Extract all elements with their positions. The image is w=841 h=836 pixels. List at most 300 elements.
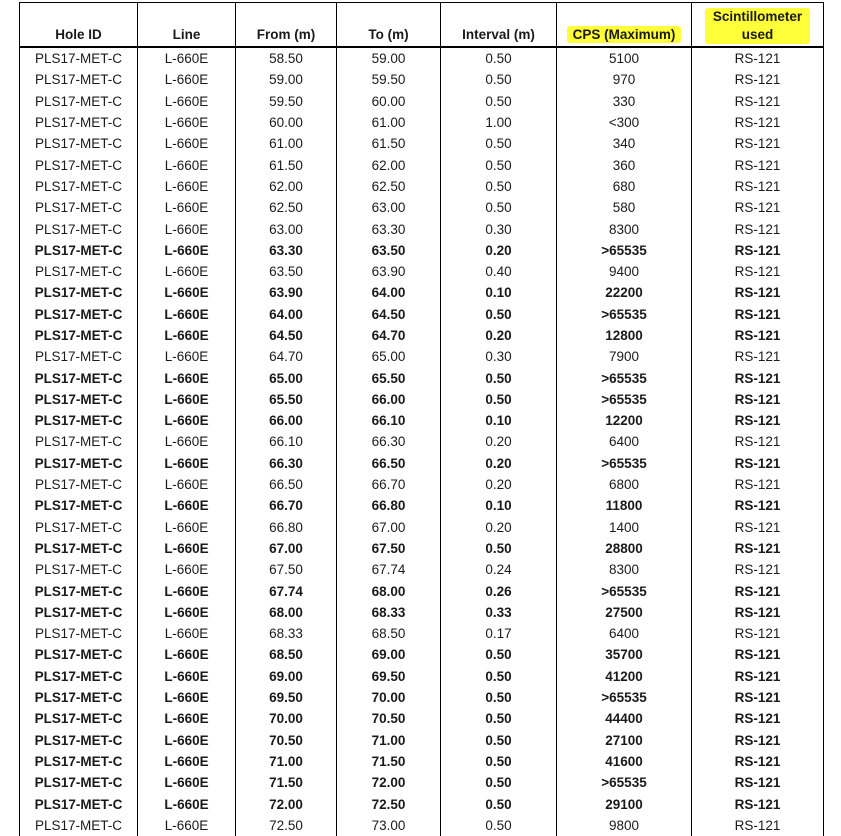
table-row [20, 133, 824, 154]
cell-from: 68.33 [236, 623, 337, 644]
cell-from: 66.80 [236, 517, 337, 538]
cell-cps: 11800 [557, 495, 692, 516]
cell-from: 64.00 [236, 304, 337, 325]
header-interval: Interval (m) [441, 3, 557, 48]
cell-scintillometer: RS-121 [692, 133, 824, 154]
cell-from: 63.50 [236, 261, 337, 282]
cell-interval: 0.50 [441, 793, 557, 814]
table-row [20, 644, 824, 665]
cell-to: 61.50 [337, 133, 441, 154]
cell-to: 67.50 [337, 538, 441, 559]
cell-scintillometer: RS-121 [692, 495, 824, 516]
cell-interval: 0.10 [441, 410, 557, 431]
cell-from: 58.50 [236, 47, 337, 69]
cell-hole-id: PLS17-MET-C [20, 772, 138, 793]
cell-cps: 7900 [557, 346, 692, 367]
header-row [20, 3, 824, 48]
cell-line: L-660E [138, 453, 236, 474]
cell-interval: 0.30 [441, 218, 557, 239]
cell-interval: 0.50 [441, 389, 557, 410]
cell-from: 61.50 [236, 154, 337, 175]
cell-line: L-660E [138, 197, 236, 218]
cell-hole-id: PLS17-MET-C [20, 453, 138, 474]
cell-to: 63.50 [337, 240, 441, 261]
cell-cps: 28800 [557, 538, 692, 559]
cell-line: L-660E [138, 69, 236, 90]
cell-scintillometer: RS-121 [692, 793, 824, 814]
cell-line: L-660E [138, 112, 236, 133]
cell-from: 67.00 [236, 538, 337, 559]
table-row [20, 580, 824, 601]
header-line: Line [138, 3, 236, 48]
cell-from: 68.00 [236, 602, 337, 623]
cell-from: 66.30 [236, 453, 337, 474]
table-row [20, 687, 824, 708]
cell-interval: 0.50 [441, 133, 557, 154]
cell-hole-id: PLS17-MET-C [20, 687, 138, 708]
cell-cps: 5100 [557, 47, 692, 69]
cell-interval: 0.20 [441, 453, 557, 474]
cell-scintillometer: RS-121 [692, 240, 824, 261]
cell-from: 66.10 [236, 431, 337, 452]
cell-hole-id: PLS17-MET-C [20, 623, 138, 644]
cell-to: 65.00 [337, 346, 441, 367]
cell-scintillometer: RS-121 [692, 389, 824, 410]
table-row [20, 453, 824, 474]
cell-from: 71.50 [236, 772, 337, 793]
cell-line: L-660E [138, 730, 236, 751]
cell-to: 66.50 [337, 453, 441, 474]
cell-scintillometer: RS-121 [692, 815, 824, 836]
scintillometer-word: Scintillometer [712, 9, 803, 24]
header-scintillometer-used [692, 3, 824, 48]
cell-line: L-660E [138, 133, 236, 154]
cell-line: L-660E [138, 282, 236, 303]
cell-interval: 0.30 [441, 346, 557, 367]
cell-cps: <300 [557, 112, 692, 133]
cell-line: L-660E [138, 793, 236, 814]
header-from: From (m) [236, 3, 337, 48]
cell-scintillometer: RS-121 [692, 410, 824, 431]
header-cps-maximum [557, 3, 692, 48]
cell-hole-id: PLS17-MET-C [20, 793, 138, 814]
cell-from: 69.50 [236, 687, 337, 708]
cell-scintillometer: RS-121 [692, 730, 824, 751]
cell-hole-id: PLS17-MET-C [20, 304, 138, 325]
cell-scintillometer: RS-121 [692, 708, 824, 729]
cell-hole-id: PLS17-MET-C [20, 133, 138, 154]
cell-line: L-660E [138, 389, 236, 410]
cell-scintillometer: RS-121 [692, 559, 824, 580]
cell-interval: 0.50 [441, 47, 557, 69]
cell-to: 60.00 [337, 91, 441, 112]
cell-line: L-660E [138, 495, 236, 516]
table-row [20, 367, 824, 388]
table-row [20, 91, 824, 112]
cell-from: 62.50 [236, 197, 337, 218]
table-header [20, 3, 824, 48]
cell-to: 68.33 [337, 602, 441, 623]
cell-from: 66.00 [236, 410, 337, 431]
cell-to: 63.00 [337, 197, 441, 218]
table-row [20, 751, 824, 772]
cell-to: 70.00 [337, 687, 441, 708]
cell-hole-id: PLS17-MET-C [20, 644, 138, 665]
cell-scintillometer: RS-121 [692, 602, 824, 623]
table-row [20, 410, 824, 431]
cell-interval: 0.50 [441, 91, 557, 112]
cell-interval: 0.17 [441, 623, 557, 644]
cell-scintillometer: RS-121 [692, 282, 824, 303]
cell-hole-id: PLS17-MET-C [20, 325, 138, 346]
cell-line: L-660E [138, 517, 236, 538]
cell-to: 69.00 [337, 644, 441, 665]
cell-to: 69.50 [337, 666, 441, 687]
cell-cps: 1400 [557, 517, 692, 538]
cell-interval: 0.20 [441, 517, 557, 538]
cell-scintillometer: RS-121 [692, 644, 824, 665]
table-row [20, 559, 824, 580]
cell-hole-id: PLS17-MET-C [20, 431, 138, 452]
cell-hole-id: PLS17-MET-C [20, 261, 138, 282]
cell-to: 71.50 [337, 751, 441, 772]
cell-hole-id: PLS17-MET-C [20, 602, 138, 623]
cell-hole-id: PLS17-MET-C [20, 474, 138, 495]
cell-scintillometer: RS-121 [692, 580, 824, 601]
cell-hole-id: PLS17-MET-C [20, 240, 138, 261]
cell-from: 67.74 [236, 580, 337, 601]
cell-interval: 0.24 [441, 559, 557, 580]
cell-to: 72.00 [337, 772, 441, 793]
cell-scintillometer: RS-121 [692, 69, 824, 90]
cell-line: L-660E [138, 367, 236, 388]
cell-interval: 0.50 [441, 176, 557, 197]
cell-from: 63.00 [236, 218, 337, 239]
cell-to: 65.50 [337, 367, 441, 388]
cell-hole-id: PLS17-MET-C [20, 176, 138, 197]
cell-cps: >65535 [557, 389, 692, 410]
cell-from: 72.50 [236, 815, 337, 836]
cell-line: L-660E [138, 772, 236, 793]
cell-from: 63.30 [236, 240, 337, 261]
cell-cps: 6800 [557, 474, 692, 495]
cell-cps: >65535 [557, 453, 692, 474]
cell-cps: 35700 [557, 644, 692, 665]
cell-hole-id: PLS17-MET-C [20, 112, 138, 133]
cell-to: 64.00 [337, 282, 441, 303]
cell-cps: >65535 [557, 367, 692, 388]
cell-cps: 330 [557, 91, 692, 112]
cell-hole-id: PLS17-MET-C [20, 197, 138, 218]
cell-cps: 29100 [557, 793, 692, 814]
cell-cps: >65535 [557, 304, 692, 325]
cell-cps: 580 [557, 197, 692, 218]
cell-line: L-660E [138, 538, 236, 559]
cell-from: 65.00 [236, 367, 337, 388]
highlighted-cps-label: CPS (Maximum) [567, 26, 682, 43]
cell-hole-id: PLS17-MET-C [20, 389, 138, 410]
cell-line: L-660E [138, 666, 236, 687]
cell-line: L-660E [138, 708, 236, 729]
cell-line: L-660E [138, 261, 236, 282]
highlighted-scintillometer-label [705, 8, 810, 44]
cell-from: 69.00 [236, 666, 337, 687]
table-row [20, 772, 824, 793]
cell-hole-id: PLS17-MET-C [20, 666, 138, 687]
header-to: To (m) [337, 3, 441, 48]
table-row [20, 112, 824, 133]
cell-cps: >65535 [557, 580, 692, 601]
cell-to: 59.50 [337, 69, 441, 90]
cell-interval: 0.50 [441, 304, 557, 325]
table-row [20, 666, 824, 687]
cell-cps: 27100 [557, 730, 692, 751]
cell-scintillometer: RS-121 [692, 772, 824, 793]
cell-interval: 0.50 [441, 772, 557, 793]
cell-line: L-660E [138, 154, 236, 175]
cell-line: L-660E [138, 644, 236, 665]
cell-cps: >65535 [557, 772, 692, 793]
cell-to: 63.90 [337, 261, 441, 282]
cell-cps: 6400 [557, 431, 692, 452]
table-row [20, 197, 824, 218]
cell-to: 66.30 [337, 431, 441, 452]
cell-hole-id: PLS17-MET-C [20, 367, 138, 388]
cell-cps: 680 [557, 176, 692, 197]
cell-from: 64.70 [236, 346, 337, 367]
cell-cps: >65535 [557, 240, 692, 261]
cell-from: 71.00 [236, 751, 337, 772]
cell-line: L-660E [138, 176, 236, 197]
cell-to: 63.30 [337, 218, 441, 239]
cell-interval: 0.10 [441, 495, 557, 516]
cell-hole-id: PLS17-MET-C [20, 538, 138, 559]
cell-line: L-660E [138, 580, 236, 601]
cell-cps: 27500 [557, 602, 692, 623]
cell-to: 73.00 [337, 815, 441, 836]
cell-scintillometer: RS-121 [692, 218, 824, 239]
cell-line: L-660E [138, 240, 236, 261]
cell-cps: 8300 [557, 559, 692, 580]
cell-scintillometer: RS-121 [692, 197, 824, 218]
cell-from: 67.50 [236, 559, 337, 580]
cell-scintillometer: RS-121 [692, 666, 824, 687]
cell-cps: 12800 [557, 325, 692, 346]
cell-scintillometer: RS-121 [692, 47, 824, 69]
cell-scintillometer: RS-121 [692, 304, 824, 325]
table-row [20, 815, 824, 836]
cell-to: 68.00 [337, 580, 441, 601]
used-word: used [741, 27, 774, 42]
cell-line: L-660E [138, 623, 236, 644]
table-row [20, 517, 824, 538]
cell-to: 64.70 [337, 325, 441, 346]
cell-hole-id: PLS17-MET-C [20, 218, 138, 239]
cell-scintillometer: RS-121 [692, 431, 824, 452]
cell-scintillometer: RS-121 [692, 176, 824, 197]
cell-to: 62.50 [337, 176, 441, 197]
cell-scintillometer: RS-121 [692, 538, 824, 559]
cell-cps: 44400 [557, 708, 692, 729]
cell-line: L-660E [138, 410, 236, 431]
cell-from: 63.90 [236, 282, 337, 303]
cell-scintillometer: RS-121 [692, 91, 824, 112]
table-row [20, 495, 824, 516]
cell-scintillometer: RS-121 [692, 346, 824, 367]
cell-cps: 6400 [557, 623, 692, 644]
cell-interval: 0.33 [441, 602, 557, 623]
cell-to: 66.70 [337, 474, 441, 495]
cell-line: L-660E [138, 815, 236, 836]
cell-line: L-660E [138, 751, 236, 772]
cell-hole-id: PLS17-MET-C [20, 580, 138, 601]
cell-to: 59.00 [337, 47, 441, 69]
cell-interval: 0.20 [441, 431, 557, 452]
assay-table-container [19, 2, 823, 836]
table-row [20, 282, 824, 303]
cell-from: 68.50 [236, 644, 337, 665]
table-row [20, 346, 824, 367]
cell-from: 62.00 [236, 176, 337, 197]
cell-from: 61.00 [236, 133, 337, 154]
cell-cps: 12200 [557, 410, 692, 431]
cell-line: L-660E [138, 47, 236, 69]
cell-hole-id: PLS17-MET-C [20, 495, 138, 516]
cell-line: L-660E [138, 431, 236, 452]
cell-to: 67.74 [337, 559, 441, 580]
cell-scintillometer: RS-121 [692, 453, 824, 474]
cell-from: 64.50 [236, 325, 337, 346]
cell-interval: 0.50 [441, 644, 557, 665]
cell-line: L-660E [138, 218, 236, 239]
cell-cps: 9400 [557, 261, 692, 282]
cell-scintillometer: RS-121 [692, 687, 824, 708]
table-row [20, 623, 824, 644]
cell-to: 68.50 [337, 623, 441, 644]
cell-interval: 0.20 [441, 240, 557, 261]
cell-interval: 0.50 [441, 815, 557, 836]
cell-hole-id: PLS17-MET-C [20, 47, 138, 69]
cell-cps: 8300 [557, 218, 692, 239]
cell-scintillometer: RS-121 [692, 517, 824, 538]
cell-to: 61.00 [337, 112, 441, 133]
table-row [20, 47, 824, 69]
table-row [20, 325, 824, 346]
cell-interval: 0.50 [441, 666, 557, 687]
cell-to: 67.00 [337, 517, 441, 538]
cell-hole-id: PLS17-MET-C [20, 559, 138, 580]
cell-from: 59.50 [236, 91, 337, 112]
cell-line: L-660E [138, 325, 236, 346]
cell-hole-id: PLS17-MET-C [20, 282, 138, 303]
table-row [20, 538, 824, 559]
cell-hole-id: PLS17-MET-C [20, 91, 138, 112]
cell-cps: 340 [557, 133, 692, 154]
table-row [20, 708, 824, 729]
cell-hole-id: PLS17-MET-C [20, 708, 138, 729]
header-hole-id: Hole ID [20, 3, 138, 48]
cell-cps: 41600 [557, 751, 692, 772]
cell-cps: >65535 [557, 687, 692, 708]
table-row [20, 261, 824, 282]
cell-from: 66.50 [236, 474, 337, 495]
cell-interval: 0.50 [441, 69, 557, 90]
cell-line: L-660E [138, 559, 236, 580]
table-row [20, 240, 824, 261]
cell-cps: 41200 [557, 666, 692, 687]
table-row [20, 431, 824, 452]
cell-line: L-660E [138, 474, 236, 495]
cell-from: 66.70 [236, 495, 337, 516]
cell-to: 72.50 [337, 793, 441, 814]
cell-scintillometer: RS-121 [692, 325, 824, 346]
cell-scintillometer: RS-121 [692, 367, 824, 388]
cell-interval: 0.50 [441, 197, 557, 218]
cell-interval: 1.00 [441, 112, 557, 133]
cell-interval: 0.50 [441, 751, 557, 772]
cell-to: 66.10 [337, 410, 441, 431]
cell-line: L-660E [138, 602, 236, 623]
cell-interval: 0.20 [441, 325, 557, 346]
cell-hole-id: PLS17-MET-C [20, 410, 138, 431]
table-row [20, 730, 824, 751]
cell-interval: 0.10 [441, 282, 557, 303]
cell-scintillometer: RS-121 [692, 261, 824, 282]
cell-from: 59.00 [236, 69, 337, 90]
cell-scintillometer: RS-121 [692, 112, 824, 133]
cell-from: 70.00 [236, 708, 337, 729]
cell-hole-id: PLS17-MET-C [20, 751, 138, 772]
radiometric-data-table [19, 2, 824, 836]
cell-interval: 0.50 [441, 154, 557, 175]
cell-interval: 0.50 [441, 687, 557, 708]
table-row [20, 304, 824, 325]
table-row [20, 793, 824, 814]
cell-to: 62.00 [337, 154, 441, 175]
cell-hole-id: PLS17-MET-C [20, 517, 138, 538]
cell-interval: 0.50 [441, 367, 557, 388]
table-row [20, 474, 824, 495]
cell-scintillometer: RS-121 [692, 623, 824, 644]
cell-line: L-660E [138, 346, 236, 367]
cell-to: 66.00 [337, 389, 441, 410]
cell-hole-id: PLS17-MET-C [20, 730, 138, 751]
table-row [20, 602, 824, 623]
cell-to: 71.00 [337, 730, 441, 751]
cell-cps: 9800 [557, 815, 692, 836]
cell-cps: 360 [557, 154, 692, 175]
cell-hole-id: PLS17-MET-C [20, 69, 138, 90]
cell-to: 66.80 [337, 495, 441, 516]
table-row [20, 176, 824, 197]
cell-line: L-660E [138, 304, 236, 325]
cell-interval: 0.20 [441, 474, 557, 495]
cell-to: 64.50 [337, 304, 441, 325]
cell-hole-id: PLS17-MET-C [20, 815, 138, 836]
cell-interval: 0.50 [441, 708, 557, 729]
cell-interval: 0.40 [441, 261, 557, 282]
cell-from: 65.50 [236, 389, 337, 410]
cell-hole-id: PLS17-MET-C [20, 154, 138, 175]
cell-interval: 0.50 [441, 538, 557, 559]
table-row [20, 389, 824, 410]
cell-cps: 970 [557, 69, 692, 90]
cell-scintillometer: RS-121 [692, 751, 824, 772]
cell-from: 72.00 [236, 793, 337, 814]
cell-line: L-660E [138, 91, 236, 112]
cell-interval: 0.26 [441, 580, 557, 601]
table-row [20, 69, 824, 90]
